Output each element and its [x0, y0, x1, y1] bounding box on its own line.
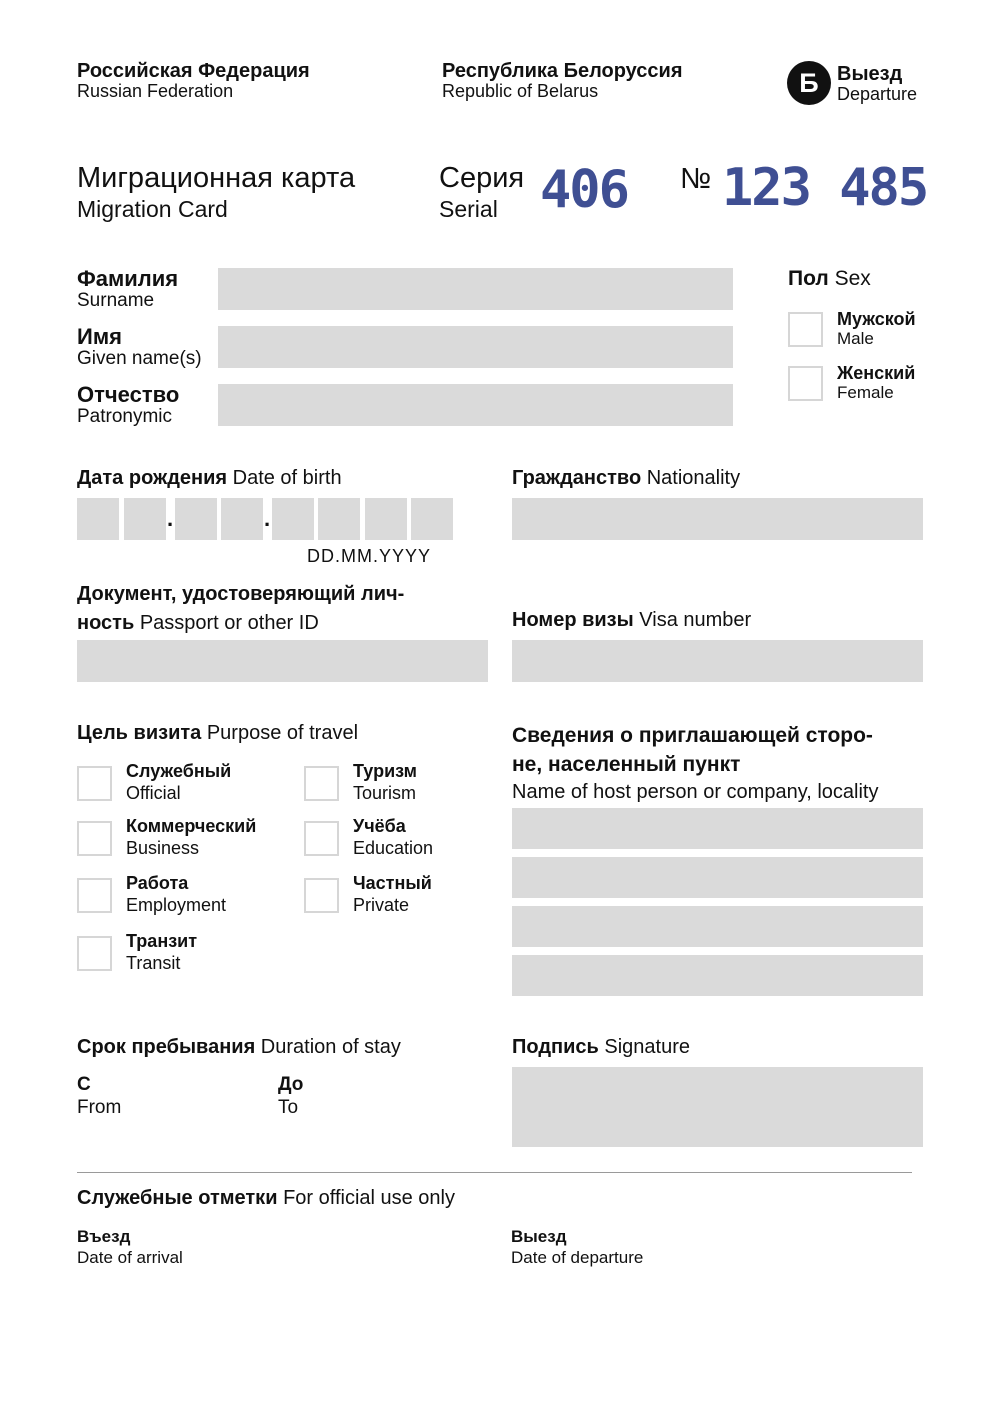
purpose-education-label — [353, 817, 433, 859]
signature-field[interactable] — [512, 1067, 923, 1147]
female-en: Female — [837, 382, 894, 402]
host-field-line-4[interactable] — [512, 955, 923, 996]
host-ru-line2: не, населенный пункт — [512, 753, 741, 776]
sex-ru: Пол — [788, 267, 829, 290]
document-ru-line1: Документ, удостоверяющий лич- — [77, 583, 405, 605]
purpose-private-label — [353, 874, 432, 916]
birth-month-2[interactable] — [221, 498, 263, 540]
stay-en: Duration of stay — [260, 1036, 401, 1058]
purpose-en: Purpose of travel — [206, 722, 359, 744]
birth-en: Date of birth — [232, 467, 342, 489]
arrival-date-label — [77, 1228, 183, 1267]
document-label — [77, 580, 404, 638]
host-ru-line1: Сведения о приглашающей сторо- — [512, 724, 873, 747]
birth-ru: Дата рождения — [77, 467, 228, 489]
signature-ru: Подпись — [512, 1036, 599, 1058]
given-name-en: Given name(s) — [77, 348, 202, 370]
sex-female-checkbox[interactable] — [788, 366, 823, 401]
birth-dot-2: . — [264, 506, 271, 531]
visa-field[interactable] — [512, 640, 923, 682]
serial-label — [439, 163, 524, 222]
signature-label — [512, 1036, 690, 1059]
male-en: Male — [837, 328, 874, 348]
private-ru: Частный — [353, 873, 432, 893]
document-en: Passport or other ID — [139, 612, 319, 634]
title-ru: Миграционная карта — [77, 162, 356, 194]
belarus-ru-label: Республика Белоруссия — [442, 60, 683, 82]
to-en: To — [278, 1096, 299, 1118]
arrival-ru: Въезд — [77, 1227, 131, 1246]
official-label — [77, 1187, 455, 1210]
business-en: Business — [126, 837, 200, 858]
visa-en: Visa number — [639, 609, 752, 631]
surname-en: Surname — [77, 290, 155, 312]
patronymic-label — [77, 383, 179, 428]
birth-year-2[interactable] — [318, 498, 360, 540]
country-russia — [77, 60, 310, 102]
private-en: Private — [353, 894, 410, 915]
title-en: Migration Card — [77, 195, 228, 222]
birth-year-4[interactable] — [411, 498, 453, 540]
number-value-stamp: 123 485 — [722, 158, 928, 218]
transit-ru: Транзит — [126, 931, 198, 951]
host-field-line-1[interactable] — [512, 808, 923, 849]
birth-year-3[interactable] — [365, 498, 407, 540]
purpose-label — [77, 722, 358, 745]
given-name-field[interactable] — [218, 326, 733, 368]
departure-ru: Выезд — [511, 1227, 567, 1246]
purpose-education-checkbox[interactable] — [304, 821, 339, 856]
serial-en: Serial — [439, 195, 498, 222]
stay-ru: Срок пребывания — [77, 1036, 256, 1058]
purpose-tourism-checkbox[interactable] — [304, 766, 339, 801]
sex-male-label — [837, 310, 916, 348]
birth-day-2[interactable] — [124, 498, 166, 540]
serial-value-stamp: 406 — [540, 160, 628, 220]
birth-dot-1: . — [167, 506, 174, 531]
document-field[interactable] — [77, 640, 488, 682]
signature-en: Signature — [604, 1036, 691, 1058]
stay-to-label — [278, 1075, 303, 1119]
purpose-employment-label — [126, 874, 226, 916]
russia-en-label: Russian Federation — [77, 81, 234, 101]
tourism-en: Tourism — [353, 782, 417, 803]
employment-en: Employment — [126, 894, 227, 915]
russia-ru-label: Российская Федерация — [77, 60, 310, 82]
belarus-en-label: Republic of Belarus — [442, 81, 599, 101]
purpose-tourism-label — [353, 762, 417, 804]
number-sign: № — [680, 163, 712, 195]
purpose-business-checkbox[interactable] — [77, 821, 112, 856]
document-ru-line2: ность — [77, 612, 135, 634]
host-field-line-3[interactable] — [512, 906, 923, 947]
to-ru: До — [278, 1074, 304, 1095]
host-label — [512, 721, 878, 805]
direction-ru-label: Выезд — [837, 63, 903, 85]
patronymic-en: Patronymic — [77, 406, 173, 428]
tourism-ru: Туризм — [353, 761, 417, 781]
arrival-en: Date of arrival — [77, 1247, 183, 1267]
patronymic-field[interactable] — [218, 384, 733, 426]
sex-female-label — [837, 364, 915, 402]
host-en: Name of host person or company, locality — [512, 781, 879, 803]
surname-field[interactable] — [218, 268, 733, 310]
sex-male-checkbox[interactable] — [788, 312, 823, 347]
purpose-transit-label — [126, 932, 197, 974]
purpose-transit-checkbox[interactable] — [77, 936, 112, 971]
female-ru: Женский — [837, 363, 916, 383]
purpose-private-checkbox[interactable] — [304, 878, 339, 913]
nationality-en: Nationality — [646, 467, 741, 489]
from-en: From — [77, 1096, 122, 1118]
card-title — [77, 163, 355, 222]
from-ru: С — [77, 1074, 91, 1095]
education-ru: Учёба — [353, 816, 406, 836]
departure-en: Date of departure — [511, 1247, 644, 1267]
stay-label — [77, 1036, 401, 1059]
sex-label — [788, 267, 871, 291]
departure-date-label — [511, 1228, 643, 1267]
official-use-ru: Служебные отметки — [77, 1187, 278, 1209]
birth-date-label — [77, 467, 342, 490]
direction-label — [837, 63, 917, 105]
birth-day-1[interactable] — [77, 498, 119, 540]
surname-label — [77, 267, 178, 312]
visa-ru: Номер визы — [512, 609, 634, 631]
sex-en: Sex — [834, 267, 871, 290]
official-ru: Служебный — [126, 761, 232, 781]
country-belarus — [442, 60, 683, 102]
visa-label — [512, 609, 751, 632]
divider — [77, 1172, 912, 1173]
host-field-line-2[interactable] — [512, 857, 923, 898]
purpose-ru: Цель визита — [77, 722, 202, 744]
birth-format-hint: DD.MM.YYYY — [307, 546, 432, 566]
education-en: Education — [353, 837, 434, 858]
business-ru: Коммерческий — [126, 816, 257, 836]
given-name-ru: Имя — [77, 324, 122, 349]
serial-ru: Серия — [439, 162, 525, 194]
nationality-label — [512, 467, 740, 490]
purpose-official-label — [126, 762, 231, 804]
employment-ru: Работа — [126, 873, 189, 893]
birth-year-1[interactable] — [272, 498, 314, 540]
transit-en: Transit — [126, 952, 181, 973]
direction-en-label: Departure — [837, 84, 918, 104]
given-name-label — [77, 325, 202, 370]
nationality-ru: Гражданство — [512, 467, 642, 489]
male-ru: Мужской — [837, 309, 916, 329]
purpose-employment-checkbox[interactable] — [77, 878, 112, 913]
official-use-en: For official use only — [283, 1187, 455, 1209]
nationality-field[interactable] — [512, 498, 923, 540]
direction-badge-icon: Б — [787, 61, 831, 105]
birth-month-1[interactable] — [175, 498, 217, 540]
purpose-official-checkbox[interactable] — [77, 766, 112, 801]
official-en: Official — [126, 782, 181, 803]
stay-from-label — [77, 1075, 121, 1119]
purpose-business-label — [126, 817, 256, 859]
surname-ru: Фамилия — [77, 266, 179, 291]
patronymic-ru: Отчество — [77, 382, 180, 407]
